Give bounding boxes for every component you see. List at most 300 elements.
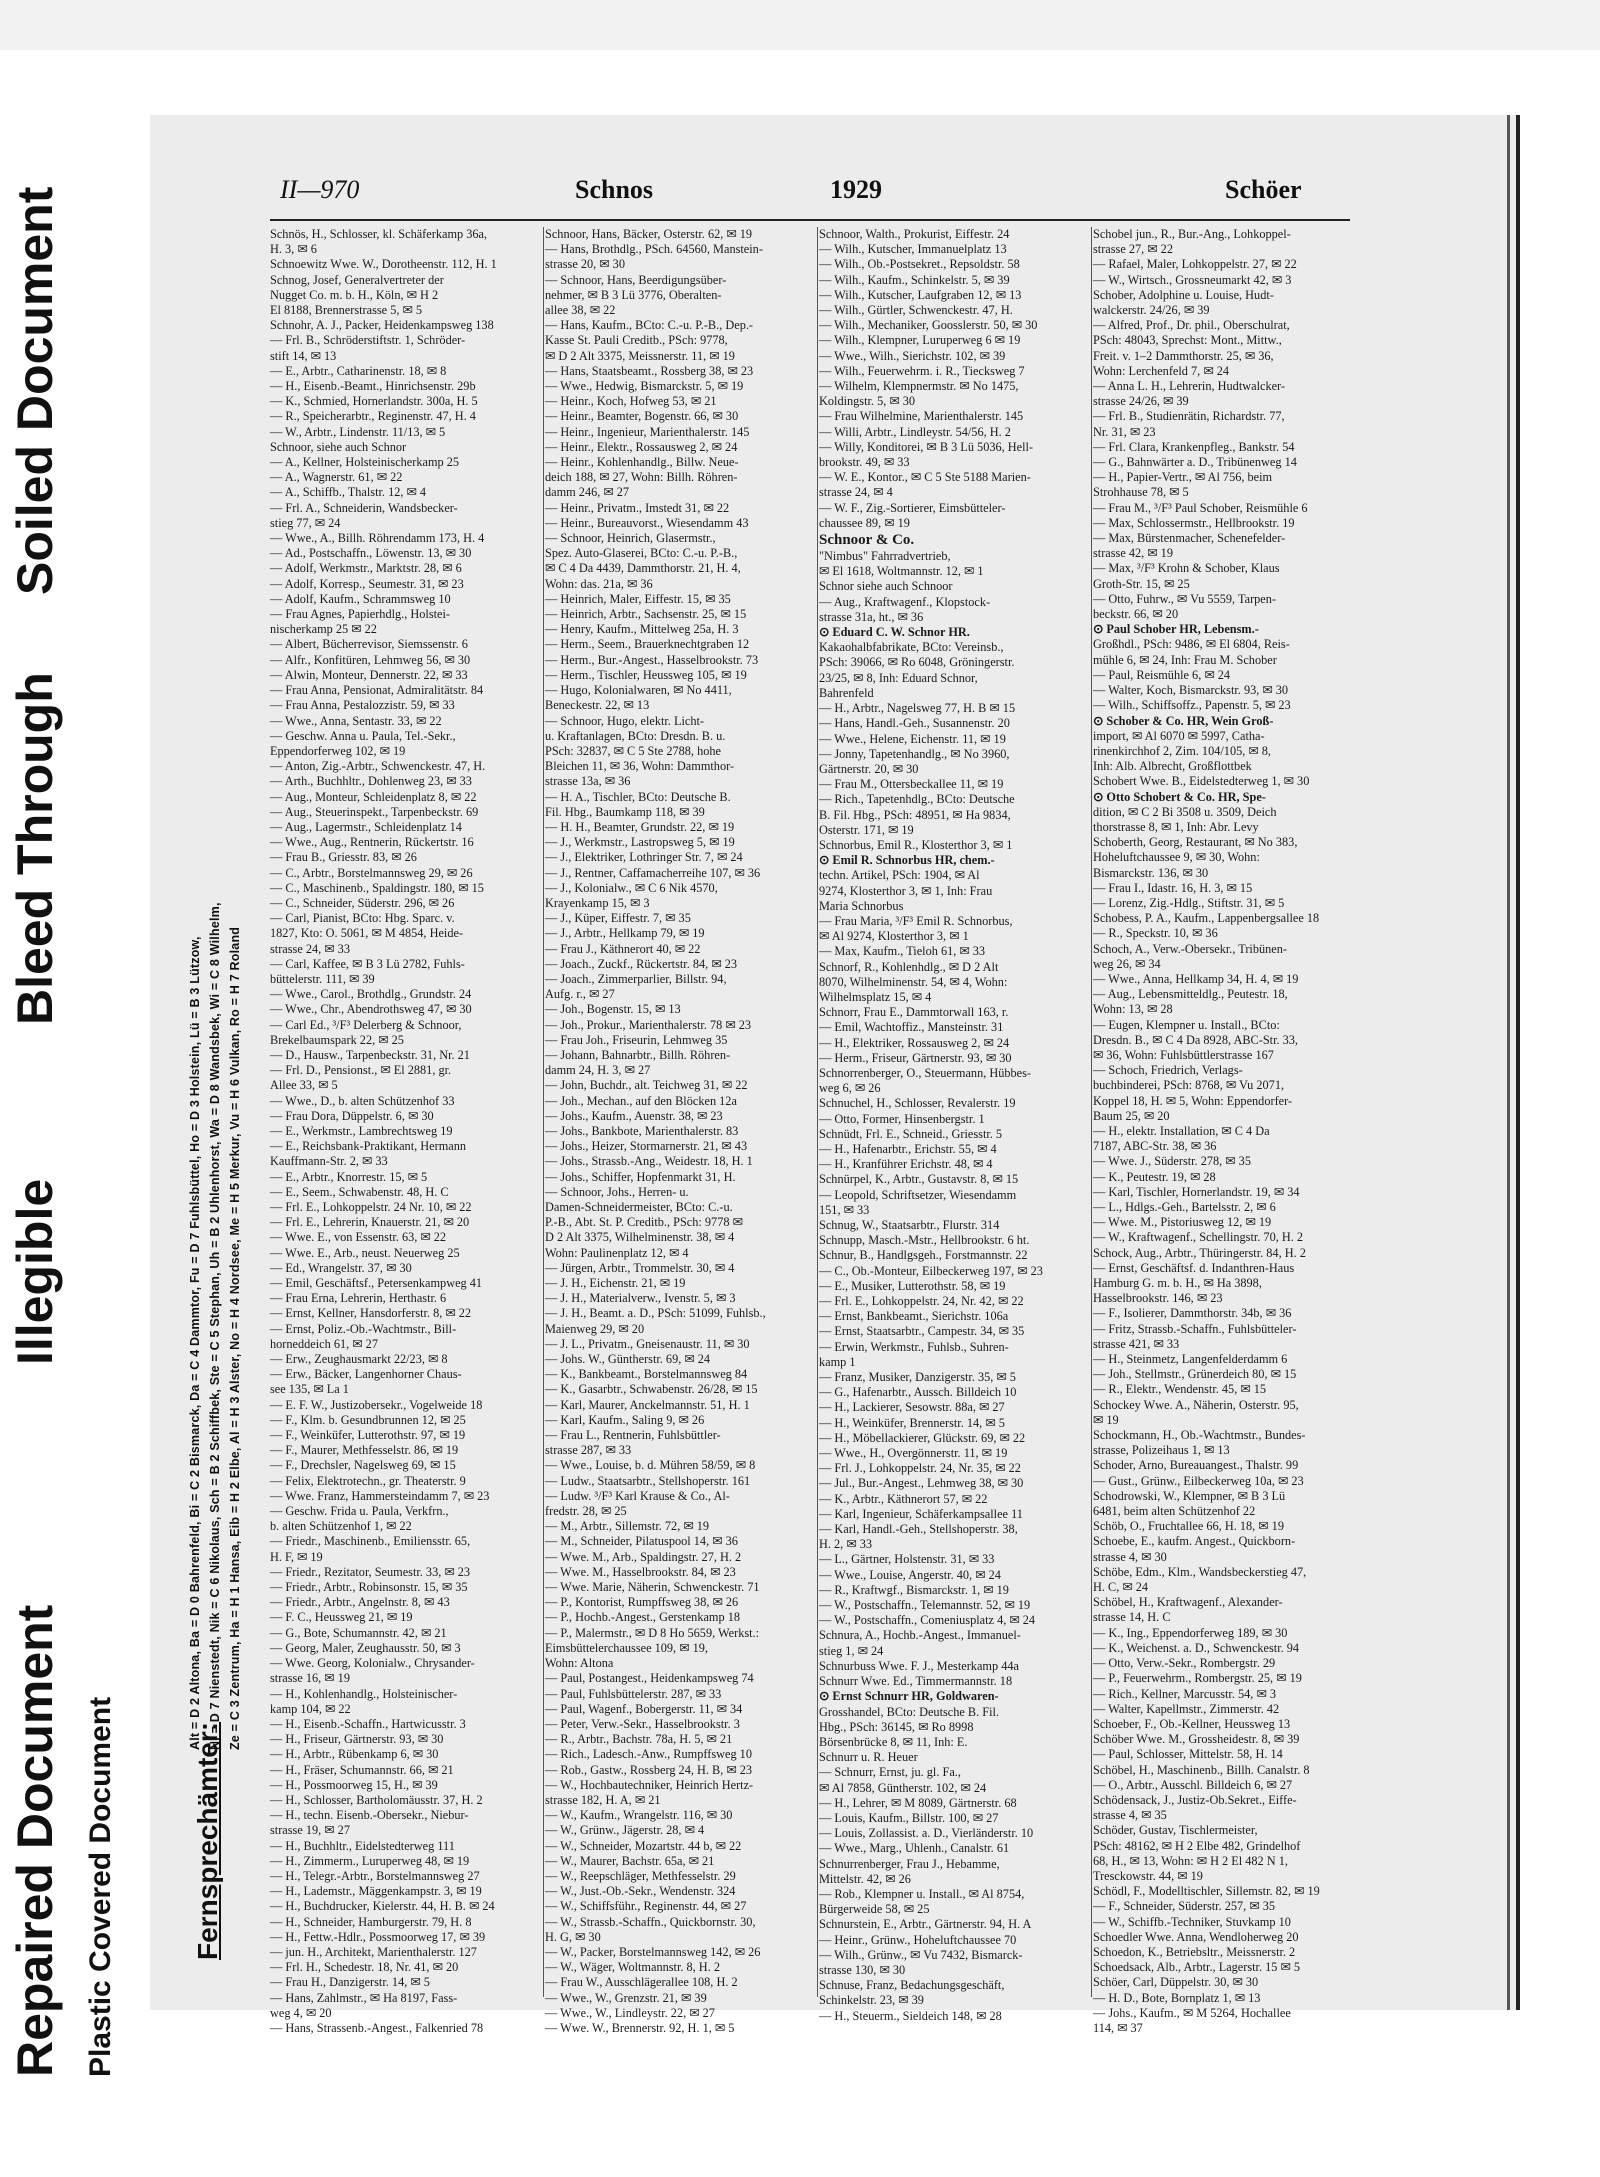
directory-entry: Schoberth, Georg, Restaurant, ✉ No 383,	[1093, 835, 1298, 850]
directory-entry: chaussee 89, ✉ 19	[819, 515, 910, 530]
directory-entry: Schnug, W., Staatsarbtr., Flurstr. 314	[819, 1218, 1000, 1232]
directory-entry: — E., Arbtr., Catharinenstr. 18, ✉ 8	[270, 363, 447, 378]
directory-entry: 151, ✉ 33	[819, 1202, 870, 1217]
directory-entry: Spez. Auto-Glaserei, BCto: C.-u. P.-B.,	[545, 546, 738, 561]
directory-entry: — Wwe. J., Süderstr. 278, ✉ 35	[1093, 1154, 1251, 1169]
header-first-word: Schnos	[575, 175, 654, 204]
directory-entry: — Frau Joh., Friseurin, Lehmweg 35	[545, 1032, 728, 1047]
directory-entry: — H., Lackierer, Sesowstr. 88a, ✉ 27	[819, 1400, 1005, 1415]
directory-entry: — Frau Anna, Pensionat, Admiralitätstr. 84	[270, 683, 484, 698]
directory-entry: Schnohr, A. J., Packer, Heidenkampsweg 138	[270, 318, 494, 333]
directory-entry: — Wwe. E., von Essenstr. 63, ✉ 22	[270, 1230, 447, 1245]
directory-entry: — Frau J., Käthnerort 40, ✉ 22	[545, 941, 701, 956]
directory-entry: — P., Malermstr., ✉ D 8 Ho 5659, Werkst.:	[545, 1625, 760, 1640]
directory-entry: — C., Ob.-Monteur, Eilbeckerweg 197, ✉ 23	[819, 1263, 1043, 1278]
directory-entry: Schnorbus, Emil R., Klosterthor 3, ✉ 1	[819, 837, 1013, 852]
directory-entry: Eppendorferweg 102, ✉ 19	[270, 743, 406, 758]
directory-entry: — W., Just.-Ob.-Sekr., Wendenstr. 324	[545, 1884, 736, 1899]
directory-entry: ⊙ Emil R. Schnorbus HR, chem.-	[819, 853, 995, 868]
column-divider	[817, 227, 818, 1997]
directory-entry: — A., Kellner, Holsteinischerkamp 25	[270, 455, 460, 470]
directory-entry: — E. F. W., Justizobersekr., Vogelweide 18	[270, 1397, 483, 1412]
directory-entry: stift 14, ✉ 13	[270, 348, 337, 363]
directory-entry: — Paul, Schlosser, Mittelstr. 58, H. 14	[1093, 1747, 1283, 1762]
directory-entry: H. 3, ✉ 6	[270, 242, 317, 257]
directory-entry: — Ludw. ³/F³ Karl Krause & Co., Al-	[545, 1488, 730, 1503]
directory-entry: — Louis, Kaufm., Billstr. 100, ✉ 27	[819, 1810, 999, 1825]
directory-entry: — Heinr., Kohlenhandlg., Billw. Neue-	[545, 455, 739, 470]
directory-entry: Kasse St. Pauli Creditb., PSch: 9778,	[545, 333, 728, 348]
directory-entry: Maienweg 29, ✉ 20	[545, 1321, 645, 1336]
directory-entry: Schnuse, Franz, Bedachungsgeschäft,	[819, 1978, 1005, 1993]
directory-entry: — W., Maurer, Bachstr. 65a, ✉ 21	[545, 1853, 715, 1868]
directory-entry: — Adolf, Kaufm., Schrammsweg 10	[270, 591, 451, 606]
directory-entry: — Wilhelm, Klempnermstr. ✉ No 1475,	[819, 379, 1019, 394]
directory-entry: — E., Arbtr., Knorrestr. 15, ✉ 5	[270, 1169, 428, 1184]
directory-entry: — Schnoor, Hans, Beerdigungsüber-	[545, 272, 727, 287]
directory-entry: — Hans, Kaufm., BCto: C.-u. P.-B., Dep.-	[545, 318, 754, 333]
directory-entry: Schnor siehe auch Schnoor	[819, 579, 953, 594]
directory-entry: Hoheluftchaussee 9, ✉ 30, Wohn:	[1093, 850, 1260, 865]
directory-entry: Nugget Co. m. b. H., Köln, ✉ H 2	[270, 287, 439, 302]
directory-entry: — H., techn. Eisenb.-Obersekr., Niebur-	[270, 1808, 469, 1823]
directory-entry: weg 26, ✉ 34	[1093, 956, 1161, 971]
directory-entry: Schockmann, H., Ob.-Wachtmstr., Bundes-	[1093, 1428, 1306, 1443]
directory-entry: Kakaohalbfabrikate, BCto: Vereinsb.,	[819, 640, 1004, 655]
directory-entry: — Frau W., Ausschlägerallee 108, H. 2	[545, 1975, 738, 1990]
directory-entry: — Frau L., Rentnerin, Fuhlsbüttler-	[545, 1428, 721, 1443]
directory-entry: — Wwe., Carol., Brothdlg., Grundstr. 24	[270, 987, 472, 1002]
directory-entry: — Erw., Zeughausmarkt 22/23, ✉ 8	[270, 1352, 448, 1367]
directory-entry: — Schnoor, Hugo, elektr. Licht-	[545, 713, 704, 728]
directory-entry: — F., Schneider, Süderstr. 257, ✉ 35	[1093, 1899, 1275, 1914]
directory-entry: — R., Elektr., Wendenstr. 45, ✉ 15	[1093, 1382, 1267, 1397]
directory-entry: Schoder, Arno, Bureauangest., Thalstr. 99	[1093, 1458, 1299, 1473]
directory-entry: brookstr. 49, ✉ 33	[819, 455, 910, 470]
directory-entry: — Wilh., Kutscher, Immanuelplatz 13	[819, 242, 1007, 257]
directory-entry: Nr. 31, ✉ 23	[1093, 424, 1156, 439]
directory-entry: — Paul, Fuhlsbüttelerstr. 287, ✉ 33	[545, 1686, 722, 1701]
directory-entry: — Otto, Former, Hinsenbergstr. 1	[819, 1111, 985, 1126]
directory-entry: ⊙ Otto Schobert & Co. HR, Spe-	[1093, 789, 1266, 804]
directory-entry: — C., Arbtr., Borstelmannsweg 29, ✉ 26	[270, 865, 473, 880]
directory-entry: 114, ✉ 37	[1093, 2020, 1143, 2035]
soiled-label: Soiled Document	[7, 186, 63, 595]
directory-entry: — Max, ³/F³ Krohn & Schober, Klaus	[1093, 561, 1280, 576]
directory-entry: strasse 24, ✉ 33	[270, 941, 350, 956]
directory-entry: — Ludw., Staatsarbtr., Stellshoperstr. 161	[545, 1473, 751, 1488]
directory-entry: — Aug., Lagermstr., Schleidenplatz 14	[270, 819, 462, 834]
condition-label-row	[6, 0, 86, 2085]
directory-entry: — Eugen, Klempner u. Install., BCto:	[1093, 1017, 1280, 1032]
directory-entry: walckerstr. 24/26, ✉ 39	[1093, 303, 1210, 318]
directory-entry: — Heinrich, Arbtr., Sachsenstr. 25, ✉ 15	[545, 607, 747, 622]
directory-entry: — P., Hochb.-Angest., Gerstenkamp 18	[545, 1610, 741, 1625]
directory-entry: — Ernst, Staatsarbtr., Campestr. 34, ✉ 35	[819, 1324, 1025, 1339]
directory-entry: ✉ Al 9274, Klosterthor 3, ✉ 1	[819, 929, 969, 944]
directory-entry: — Wwe. Marie, Näherin, Schwenckestr. 71	[545, 1580, 760, 1595]
directory-entry: — Karl, Maurer, Anckelmannstr. 51, H. 1	[545, 1397, 750, 1412]
directory-entry: H. F, ✉ 19	[270, 1549, 323, 1564]
directory-entry: — Wwe. W., Brennerstr. 92, H. 1, ✉ 5	[545, 2020, 735, 2035]
directory-entry: strasse 24/26, ✉ 39	[1093, 394, 1189, 409]
directory-entry: — Wwe., Anna, Sentastr. 33, ✉ 22	[270, 713, 442, 728]
directory-entry: — Johs., Strassb.-Ang., Weidestr. 18, H. 1	[545, 1154, 753, 1169]
directory-entry: — H., Hafenarbtr., Erichstr. 55, ✉ 4	[819, 1141, 997, 1156]
directory-entry: 68, H., ✉ 13, Wohn: ✉ H 2 El 482 N 1,	[1093, 1853, 1288, 1868]
directory-entry: Gärtnerstr. 20, ✉ 30	[819, 761, 919, 776]
directory-entry: Fil. Hbg., Baumkamp 118, ✉ 39	[545, 804, 705, 819]
directory-entry: Inh: Alb. Albrecht, Großflottbek	[1093, 759, 1252, 774]
directory-entry: Koppel 18, H. ✉ 5, Wohn: Eppendorfer-	[1093, 1093, 1293, 1108]
directory-entry: — Frl. E., Lehrerin, Knauerstr. 21, ✉ 20	[270, 1215, 470, 1230]
directory-entry: — H., Lehrer, ✉ M 8089, Gärtnerstr. 68	[819, 1795, 1017, 1810]
directory-entry: — Heinr., Bureauvorst., Wiesendamm 43	[545, 515, 749, 530]
directory-entry: — Aug., Steuerinspekt., Tarpenbeckstr. 69	[270, 804, 479, 819]
directory-entry: rinenkirchhof 2, Zim. 104/105, ✉ 8,	[1093, 743, 1271, 758]
directory-entry: — W., Hochbautechniker, Heinrich Hertz-	[545, 1777, 754, 1792]
condition-labels	[0, 0, 150, 2085]
directory-entry: — Wwe. E., Arb., neust. Neuerweg 25	[270, 1245, 460, 1260]
directory-entry: ✉ El 1618, Woltmannstr. 12, ✉ 1	[819, 564, 984, 579]
directory-entry: techn. Artikel, PSch: 1904, ✉ Al	[819, 868, 980, 883]
directory-entry: H. 2, ✉ 33	[819, 1537, 873, 1552]
directory-entry: — J. H., Beamt. a. D., PSch: 51099, Fuhlsb.,	[545, 1306, 766, 1321]
directory-entry: — Frl. E., Lohkoppelstr. 24 Nr. 10, ✉ 22	[270, 1200, 472, 1214]
directory-entry: Bleichen 11, ✉ 36, Wohn: Dammthor-	[545, 759, 735, 774]
directory-entry: — Aug., Lebensmitteldlg., Peutestr. 18,	[1093, 987, 1288, 1002]
directory-entry: — H., Possmoorweg 15, H., ✉ 39	[270, 1777, 438, 1792]
directory-entry: Schnoor & Co.	[819, 532, 915, 549]
directory-entry: — Herm., Bur.-Angest., Hasselbrookstr. 73	[545, 652, 759, 667]
directory-entry: Schnorr, Frau E., Dammtorwall 163, r.	[819, 1005, 1009, 1020]
directory-entry: — Wwe. M., Arb., Spaldingstr. 27, H. 2	[545, 1549, 742, 1564]
directory-entry: — Hans, Handl.-Geh., Susannenstr. 20	[819, 716, 1010, 731]
directory-entry: — Wwe., Louise, b. d. Mühren 58/59, ✉ 8	[545, 1458, 756, 1473]
directory-entry: — Frau Agnes, Papierhdlg., Holstei-	[270, 607, 450, 622]
directory-entry: Allee 33, ✉ 5	[270, 1078, 338, 1093]
directory-entry: — A., Schiffb., Thalstr. 12, ✉ 4	[270, 485, 427, 500]
directory-entry: damm 246, ✉ 27	[545, 485, 630, 500]
directory-entry: — Henry, Kaufm., Mittelweg 25a, H. 3	[545, 622, 739, 637]
directory-entry: damm 24, H. 3, ✉ 27	[545, 1063, 651, 1078]
directory-entry: — Johs., Bankbote, Marienthalerstr. 83	[545, 1123, 739, 1138]
directory-entry: — K., Schmied, Hornerlandstr. 300a, H. 5	[270, 394, 478, 409]
directory-entry: — Wwe., W., Lindleystr. 22, ✉ 27	[545, 2005, 715, 2020]
directory-entry: weg 6, ✉ 26	[819, 1081, 881, 1096]
directory-entry: Wohn: 13, ✉ 28	[1093, 1002, 1173, 1017]
directory-entry: — Wilh., Mechaniker, Goosslerstr. 50, ✉ 30	[819, 318, 1038, 333]
directory-entry: — Frl. E., Lohkoppelstr. 24, Nr. 42, ✉ 22	[819, 1294, 1024, 1309]
directory-entry: — Karl, Tischler, Hornerlandstr. 19, ✉ 34	[1093, 1184, 1300, 1199]
directory-entry: strasse 16, ✉ 19	[270, 1671, 350, 1686]
directory-entry: — F. C., Heussweg 21, ✉ 19	[270, 1610, 413, 1625]
directory-entry: — Arth., Buchhltr., Dohlenweg 23, ✉ 33	[270, 774, 472, 789]
directory-entry: strasse 19, ✉ 27	[270, 1823, 350, 1838]
directory-entry: — Joh., Prokur., Marienthalerstr. 78 ✉ 23	[545, 1017, 752, 1032]
directory-entry: — H. D., Bote, Bornplatz 1, ✉ 13	[1093, 1990, 1261, 2005]
directory-entry: 7187, ABC-Str. 38, ✉ 36	[1093, 1139, 1217, 1154]
directory-entry: Schnurstein, E., Arbtr., Gärtnerstr. 94, H. A	[819, 1917, 1032, 1932]
directory-entry: — Wwe., H., Overgönnerstr. 11, ✉ 19	[819, 1446, 1008, 1461]
directory-entry: — H., Möbellackierer, Glückstr. 69, ✉ 22	[819, 1430, 1026, 1445]
directory-entry: — Karl, Kaufm., Saling 9, ✉ 26	[545, 1412, 705, 1427]
directory-entry: — Johs. W., Güntherstr. 69, ✉ 24	[545, 1352, 711, 1367]
directory-entry: — K., Ing., Eppendorferweg 189, ✉ 30	[1093, 1625, 1288, 1640]
directory-entry: — Rich., Tapetenhdlg., BCto: Deutsche	[819, 792, 1015, 807]
directory-entry: H. G, ✉ 30	[545, 1929, 601, 1944]
directory-entry: ✉ Al 7858, Güntherstr. 102, ✉ 24	[819, 1780, 987, 1795]
directory-entry: — Wwe., Anna, Hellkamp 34, H. 4, ✉ 19	[1093, 971, 1299, 986]
directory-entry: Schober, Adolphine u. Louise, Hudt-	[1093, 287, 1274, 302]
directory-entry: — H., Elektriker, Rossausweg 2, ✉ 24	[819, 1035, 1010, 1050]
directory-entry: — H., Arbtr., Nagelsweg 77, H. B ✉ 15	[819, 701, 1016, 716]
directory-entry: u. Kraftanlagen, BCto: Dresdn. B. u.	[545, 728, 726, 743]
directory-entry: — H., Telegr.-Arbtr., Borstelmannsweg 27	[270, 1868, 480, 1883]
directory-entry: — Hans, Strassenb.-Angest., Falkenried 78	[270, 2020, 484, 2035]
directory-entry: — Frl. H., Schedestr. 18, Nr. 41, ✉ 20	[270, 1960, 459, 1975]
directory-entry: — Carl, Pianist, BCto: Hbg. Sparc. v.	[270, 911, 455, 926]
directory-entry: — Hugo, Kolonialwaren, ✉ No 4411,	[545, 683, 732, 698]
directory-entry: strasse 4, ✉ 35	[1093, 1808, 1167, 1823]
directory-entry: Schinkelstr. 23, ✉ 39	[819, 1993, 924, 2008]
directory-entry: Schoedler Wwe. Anna, Wendloherweg 20	[1093, 1929, 1299, 1944]
directory-entry: — Heinr., Elektr., Rossausweg 2, ✉ 24	[545, 439, 738, 454]
directory-entry: — J., Werkmstr., Lastropsweg 5, ✉ 19	[545, 835, 735, 850]
directory-entry: — J., Kolonialw., ✉ C 6 Nik 4570,	[545, 880, 718, 895]
directory-entry: — H., Lademstr., Mäggenkampstr. 3, ✉ 19	[270, 1884, 482, 1899]
directory-entry: — Max, Bürstenmacher, Schenefelder-	[1093, 531, 1286, 546]
directory-entry: — J., Rentner, Caffamacherreihe 107, ✉ 36	[545, 865, 761, 880]
directory-entry: Schnurbuss Wwe. F. J., Mesterkamp 44a	[819, 1658, 1019, 1673]
directory-entry: — J. L., Privatm., Gneisenaustr. 11, ✉ 30	[545, 1336, 750, 1351]
telephone-exchanges-line: Alt = D 2 Altona, Ba = D 0 Bahrenfeld, Bi = C 2 Bismarck, Da = C 4 Dammtor, Fu = D 7 Fuhlsbüttel, Ho = D 3 Holstein, Lü = B 3 Lützow,	[188, 936, 202, 1750]
directory-entry: — Schnoor, Heinrich, Glasermstr.,	[545, 531, 716, 546]
directory-entry: — Frau H., Danzigerstr. 14, ✉ 5	[270, 1975, 430, 1990]
directory-entry: — John, Buchdr., alt. Teichweg 31, ✉ 22	[545, 1078, 748, 1093]
directory-entry: — H. A., Tischler, BCto: Deutsche B.	[545, 789, 731, 804]
directory-entry: — Ernst, Geschäftsf. d. Indanthren-Haus	[1093, 1260, 1295, 1275]
directory-entry: 6481, beim alten Schützenhof 22	[1093, 1504, 1256, 1519]
directory-entry: Großhdl., PSch: 9486, ✉ El 6804, Reis-	[1093, 637, 1290, 652]
directory-entry: 1827, Kto: O. 5061, ✉ M 4854, Heide-	[270, 926, 464, 941]
directory-entry: — Frau Dora, Düppelstr. 6, ✉ 30	[270, 1108, 434, 1123]
directory-entry: — D., Hausw., Tarpenbeckstr. 31, Nr. 21	[270, 1047, 470, 1062]
directory-entry: — Joach., Zimmerparlier, Billstr. 94,	[545, 971, 727, 986]
bleed-through-label: Bleed Through	[7, 672, 63, 1025]
directory-entry: — Jonny, Tapetenhandlg., ✉ No 3960,	[819, 746, 1010, 761]
directory-entry: Schobess, P. A., Kaufm., Lappenbergsallee 18	[1093, 911, 1320, 926]
directory-entry: — C., Maschinenb., Spaldingstr. 180, ✉ 15	[270, 880, 484, 895]
directory-entry: Wohn: Paulinenplatz 12, ✉ 4	[545, 1245, 689, 1260]
directory-entry: — H., elektr. Installation, ✉ C 4 Da	[1093, 1123, 1270, 1138]
directory-entry: — E., Werkmstr., Lambrechtsweg 19	[270, 1123, 453, 1138]
directory-entry: — Johann, Bahnarbtr., Billh. Röhren-	[545, 1047, 731, 1062]
directory-entry: — Wwe. M., Hasselbrookstr. 84, ✉ 23	[545, 1564, 736, 1579]
directory-entry: — W., Wirtsch., Grossneumarkt 42, ✉ 3	[1093, 272, 1292, 287]
directory-entry: Schödensack, J., Justiz-Ob.Sekret., Eiffe-	[1093, 1792, 1297, 1807]
directory-entry: — Ernst, Bankbeamt., Sierichstr. 106a	[819, 1309, 1009, 1324]
directory-entry: — H., Fettw.-Hdlr., Possmoorweg 17, ✉ 39	[270, 1929, 486, 1944]
directory-entry: — Wwe., D., b. alten Schützenhof 33	[270, 1093, 455, 1108]
directory-entry: — Wwe., W., Grenzstr. 21, ✉ 39	[545, 1990, 707, 2005]
directory-entry: — Emil, Wachtoffiz., Mansteinstr. 31	[819, 1020, 1004, 1035]
directory-entry: allee 38, ✉ 22	[545, 303, 616, 318]
directory-entry: — Wwe., Chr., Abendrothsweg 47, ✉ 30	[270, 1002, 472, 1017]
directory-entry: Freit. v. 1–2 Dammthorstr. 25, ✉ 36,	[1093, 348, 1274, 363]
directory-column-4	[1093, 227, 1361, 2035]
directory-entry: strasse 27, ✉ 22	[1093, 242, 1173, 257]
directory-entry: — Schoch, Friedrich, Verlags-	[1093, 1063, 1243, 1078]
directory-entry: — Wilh., Grünw., ✉ Vu 7432, Bismarck-	[819, 1947, 1023, 1962]
directory-entry: — Ed., Wrangelstr. 37, ✉ 30	[270, 1260, 412, 1275]
directory-entry: — Herm., Seem., Brauerknechtgraben 12	[545, 637, 750, 652]
directory-entry: Kauffmann-Str. 2, ✉ 33	[270, 1154, 388, 1169]
directory-entry: — Heinr., Grünw., Hoheluftchaussee 70	[819, 1932, 1017, 1947]
directory-entry: — Wwe., Aug., Rentnerin, Rückertstr. 16	[270, 835, 474, 850]
directory-entry: — Ernst, Poliz.-Ob.-Wachtmstr., Bill-	[270, 1321, 457, 1336]
directory-entry: — Louis, Zollassist. a. D., Vierländerstr. 10	[819, 1826, 1034, 1841]
directory-entry: — H., Zimmerm., Luruperweg 48, ✉ 19	[270, 1853, 470, 1868]
directory-entry: — Frau I., Idastr. 16, H. 3, ✉ 15	[1093, 880, 1253, 895]
directory-entry: strasse 14, H. C	[1093, 1610, 1171, 1625]
directory-entry: — Willy, Konditorei, ✉ B 3 Lü 5036, Hell-	[819, 439, 1034, 454]
directory-entry: PSch: 48162, ✉ H 2 Elbe 482, Grindelhof	[1093, 1838, 1301, 1853]
directory-entry: Wohn: Altona	[545, 1656, 614, 1671]
directory-entry: Groth-Str. 15, ✉ 25	[1093, 576, 1190, 591]
directory-entry: Schöer, Carl, Düppelstr. 30, ✉ 30	[1093, 1975, 1259, 1990]
directory-entry: — W., Schneider, Mozartstr. 44 b, ✉ 22	[545, 1838, 742, 1853]
directory-entry: PSch: 32837, ✉ C 5 Ste 2788, hohe	[545, 743, 721, 758]
directory-entry: — J., Küper, Eiffestr. 7, ✉ 35	[545, 911, 691, 926]
directory-entry: — Schnoor, Johs., Herren- u.	[545, 1184, 689, 1199]
directory-entry: — Heinr., Privatm., Imstedt 31, ✉ 22	[545, 500, 730, 515]
directory-entry: Schnoewitz Wwe. W., Dorotheenstr. 112, H. 1	[270, 257, 497, 272]
directory-entry: nehmer, ✉ B 3 Lü 3776, Oberalten-	[545, 287, 722, 302]
directory-entry: — W., Schiffb.-Techniker, Stuvkamp 10	[1093, 1914, 1291, 1929]
directory-entry: — Wwe., A., Billh. Röhrendamm 173, H. 4	[270, 531, 485, 546]
directory-entry: Schnorf, R., Kohlenhdlg., ✉ D 2 Alt	[819, 959, 999, 974]
directory-entry: — W., Reepschläger, Methfesselstr. 29	[545, 1868, 736, 1883]
directory-entry: — Hans, Brothdlg., PSch. 64560, Manstein-	[545, 242, 763, 257]
directory-entry: — Frau Erna, Lehrerin, Herthastr. 6	[270, 1291, 447, 1306]
directory-entry: Bürgerweide 58, ✉ 25	[819, 1902, 930, 1917]
directory-entry: Schnoor, Walth., Prokurist, Eiffestr. 24	[819, 227, 1010, 241]
directory-entry: — J., Arbtr., Hellkamp 79, ✉ 19	[545, 926, 705, 941]
directory-entry: kamp 104, ✉ 22	[270, 1701, 351, 1716]
directory-entry: — Frl. D., Pensionst., ✉ El 2881, gr.	[270, 1063, 452, 1078]
directory-entry: Schöbe, Edm., Klm., Wandsbeckerstieg 47,	[1093, 1564, 1307, 1579]
directory-entry: — Ernst, Kellner, Hansdorferstr. 8, ✉ 22	[270, 1306, 472, 1321]
directory-entry: fredstr. 28, ✉ 25	[545, 1504, 627, 1519]
directory-entry: weg 4, ✉ 20	[270, 2005, 332, 2020]
repaired-label: Repaired Document	[7, 1604, 63, 2077]
directory-entry: — Frl. A., Schneiderin, Wandsbecker-	[270, 500, 458, 515]
directory-entry: — Rafael, Maler, Lohkoppelstr. 27, ✉ 22	[1093, 257, 1297, 272]
directory-entry: 9274, Klosterthor 3, ✉ 1, Inh: Frau	[819, 883, 993, 898]
directory-entry: — H., Eisenb.-Schaffn., Hartwicusstr. 3	[270, 1716, 466, 1731]
directory-entry: strasse 31a, ht., ✉ 36	[819, 609, 924, 624]
directory-entry: Koldingstr. 5, ✉ 30	[819, 394, 916, 409]
directory-entry: — Schnurr, Ernst, ju. gl. Fa.,	[819, 1765, 961, 1780]
directory-entry: — Anton, Zig.-Arbtr., Schwenckestr. 47, H.	[270, 759, 486, 774]
directory-entry: Schock, Aug., Arbtr., Thüringerstr. 84, H. 2	[1093, 1245, 1306, 1260]
telephone-exchanges-line: Ni = D 7 Nienstedt, Nik = C 6 Nikolaus, Sch = B 2 Schiffbek, Ste = C 5 Stephan, Uh = B 2 Uhlenhorst, Wa = D 8 Wandsbek, Wi = C 8 Wilhelm,	[208, 902, 222, 1750]
directory-entry: — Joh., Stellmstr., Grünerdeich 80, ✉ 15	[1093, 1367, 1297, 1382]
directory-entry: kamp 1	[819, 1354, 856, 1369]
directory-entry: Tresckowstr. 44, ✉ 19	[1093, 1868, 1203, 1883]
directory-entry: büttelerstr. 111, ✉ 39	[270, 971, 375, 986]
directory-entry: Schnuchel, H., Schlosser, Revalerstr. 19	[819, 1096, 1016, 1111]
directory-entry: Schöbel, H., Maschinenb., Billh. Canalstr. 8	[1093, 1762, 1310, 1777]
directory-entry: Schobel jun., R., Bur.-Ang., Lohkoppel-	[1093, 227, 1291, 241]
directory-entry: — W., Postschaffn., Comeniusplatz 4, ✉ 24	[819, 1613, 1036, 1628]
directory-entry: Schödl, F., Modelltischler, Sillemstr. 82, ✉ 19	[1093, 1884, 1320, 1899]
directory-entry: Schöber Wwe. M., Grossheidestr. 8, ✉ 39	[1093, 1732, 1300, 1747]
directory-entry: Schöder, Gustav, Tischlermeister,	[1093, 1823, 1258, 1838]
directory-entry: — Johs., Kaufm., ✉ M 5264, Hochallee	[1093, 2005, 1291, 2020]
directory-entry: Schnurr u. R. Heuer	[819, 1750, 918, 1765]
directory-entry: strasse 20, ✉ 30	[545, 257, 625, 272]
directory-entry: dition, ✉ C 2 Bi 3508 u. 3509, Deich	[1093, 804, 1277, 819]
directory-entry: — K., Arbtr., Käthnerort 57, ✉ 22	[819, 1491, 988, 1506]
directory-entry: Bismarckstr. 136, ✉ 30	[1093, 865, 1209, 880]
directory-entry: deich 188, ✉ 27, Wohn: Billh. Röhren-	[545, 470, 738, 485]
directory-entry: Wilhelmsplatz 15, ✉ 4	[819, 989, 932, 1004]
directory-entry: — H., Fräser, Schumannstr. 66, ✉ 21	[270, 1762, 454, 1777]
directory-entry: — H., Schlosser, Bartholomäusstr. 37, H. 2	[270, 1792, 483, 1807]
column-divider	[1091, 227, 1092, 1997]
directory-entry: — W., Kraftwagenf., Schellingstr. 70, H. 2	[1093, 1230, 1304, 1245]
directory-entry: — H., Weinküfer, Brennerstr. 14, ✉ 5	[819, 1415, 1005, 1430]
directory-entry: — Rich., Ladesch.-Anw., Rumpffsweg 10	[545, 1747, 752, 1762]
directory-entry: — Otto, Fuhrw., ✉ Vu 5559, Tarpen-	[1093, 591, 1277, 606]
directory-entry: — Carl Ed., ³/F³ Delerberg & Schnoor,	[270, 1017, 462, 1032]
directory-entry: — Anna L. H., Lehrerin, Hudtwalcker-	[1093, 379, 1286, 394]
directory-entry: — Karl, Handl.-Geh., Stellshoperstr. 38,	[819, 1522, 1018, 1537]
directory-entry: — Rob., Klempner u. Install., ✉ Al 8754,	[819, 1886, 1025, 1901]
directory-entry: — W., Packer, Borstelmannsweg 142, ✉ 26	[545, 1944, 761, 1959]
directory-entry: — Joh., Bogenstr. 15, ✉ 13	[545, 1002, 681, 1017]
directory-entry: Schnorrenberger, O., Steuermann, Hübbes-	[819, 1065, 1032, 1080]
directory-entry: — W. E., Kontor., ✉ C 5 Ste 5188 Marien-	[819, 470, 1031, 485]
directory-entry: — Aug., Monteur, Schleidenplatz 8, ✉ 22	[270, 789, 477, 804]
directory-entry: — Karl, Ingenieur, Schäferkampsallee 11	[819, 1506, 1023, 1521]
directory-entry: ⊙ Schober & Co. HR, Wein Groß-	[1093, 713, 1274, 728]
directory-entry: Schnürpel, K., Arbtr., Gustavstr. 8, ✉ 15	[819, 1172, 1019, 1187]
directory-entry: strasse 42, ✉ 19	[1093, 546, 1173, 561]
directory-entry: ✉ 19	[1093, 1412, 1119, 1427]
directory-entry: beckstr. 66, ✉ 20	[1093, 607, 1179, 622]
directory-entry: strasse 287, ✉ 33	[545, 1443, 632, 1458]
directory-entry: Damen-Schneidermeister, BCto: C.-u.	[545, 1200, 733, 1214]
directory-entry: — K., Bankbeamt., Borstelmannsweg 84	[545, 1367, 748, 1382]
directory-entry: — P., Kontorist, Rumpffsweg 38, ✉ 26	[545, 1595, 739, 1610]
directory-entry: — Frau M., ³/F³ Paul Schober, Reismühle 6	[1093, 500, 1308, 515]
directory-entry: — Frl. B., Schröderstiftstr. 1, Schröder-	[270, 333, 466, 348]
directory-entry: — R., Speckstr. 10, ✉ 36	[1093, 926, 1218, 941]
directory-entry: — H., Buchhltr., Eidelstedterweg 111	[270, 1838, 455, 1853]
directory-entry: — J., Elektriker, Lothringer Str. 7, ✉ 24	[545, 850, 743, 865]
directory-entry: — Heinrich, Maler, Eiffestr. 15, ✉ 35	[545, 591, 731, 606]
directory-entry: Hasselbrookstr. 146, ✉ 23	[1093, 1291, 1223, 1306]
directory-entry: — Alwin, Monteur, Dennerstr. 22, ✉ 33	[270, 667, 468, 682]
directory-entry: Maria Schnorbus	[819, 898, 904, 913]
directory-entry: — W., Grünw., Jägerstr. 28, ✉ 4	[545, 1823, 705, 1838]
directory-entry: strasse 130, ✉ 30	[819, 1962, 906, 1977]
directory-entry: — Herm., Friseur, Gärtnerstr. 93, ✉ 30	[819, 1050, 1012, 1065]
directory-entry: Schoch, A., Verw.-Obersekr., Tribünen-	[1093, 941, 1287, 956]
